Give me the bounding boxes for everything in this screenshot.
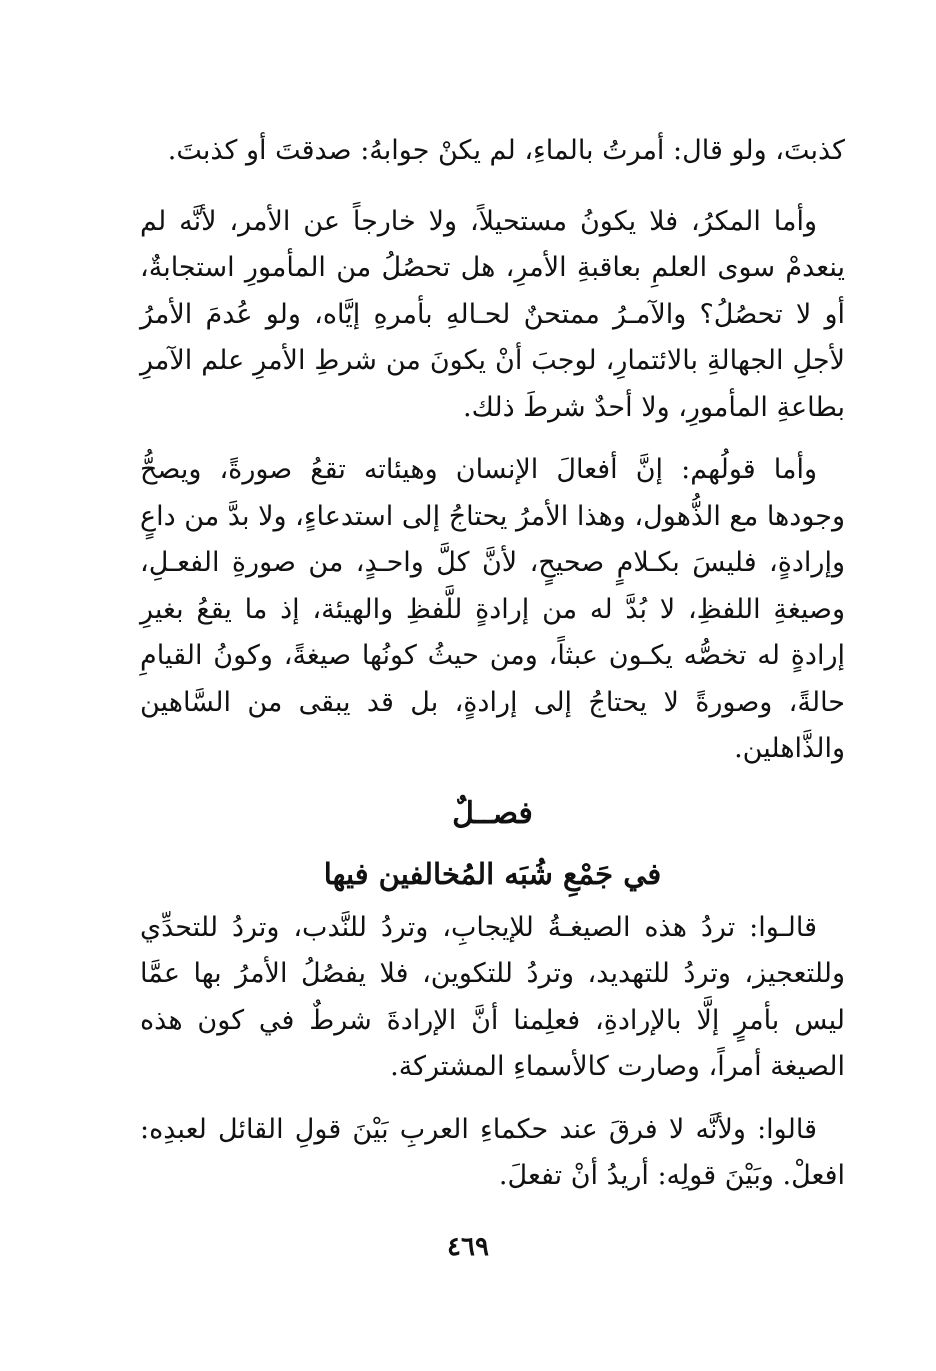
page-body: [140, 128, 845, 1200]
paragraph-makr: وأما المكرُ، فلا يكونُ مستحيلاً، ولا خارجاً عن الأمر، لأنَّه لم ينعدمْ سوى العلمِ بعاقبةِ الأمرِ، هل تحصُلُ من المأمورِ استجابةٌ، أو لا تحصُلُ؟ والآمـرُ ممتحنٌ لحـالهِ بأمرهِ إيَّاه، ولو عُدمَ الأمرُ لأجلِ الجهالةِ بالائتمارِ، لوجبَ أنْ يكونَ من شرطِ الأمرِ علم الآمرِ بطاعةِ المأمورِ، ولا أحدٌ شرطَ ذلك.: [140, 205, 845, 423]
section-title: فصــلٌ: [452, 795, 533, 831]
section-subtitle: في جَمْعِ شُبَه المُخالفين فيها: [323, 856, 662, 891]
paragraph-afaal: وأما قولُهم: إنَّ أفعالَ الإنسان وهيئاته تقعُ صورةً، ويصحُّ وجودها مع الذُّهول، وهذا الأمرُ يحتاجُ إلى استدعاءٍ، ولا بدَّ من داعٍ وإرادةٍ، فليسَ بكـلامٍ صحيحٍ، لأنَّ كلَّ واحـدٍ، من صورةِ الفعـلِ، وصيغةِ اللفظِ، لا بُدَّ له من إرادةٍ للَّفظِ والهيئة، إذ ما يقعُ بغيرِ إرادةٍ له تخصُّه يكـون عبثاً، ومن حيثُ كونُها صيغةً، وكونُ القيامِ حالةً، وصورةً لا يحتاجُ إلى إرادةٍ، بل قد يبقى من السَّاهين والذَّاهلين.: [140, 454, 845, 764]
paragraph-qalu-1: قالـوا: تردُ هذه الصيغـةُ للإيجابِ، وتردُ للنَّدب، وتردُ للتحدِّي وللتعجيز، وتردُ للتهديد، وتردُ للتكوين، فلا يفصُلُ الأمرُ بها عمَّا ليس بأمرٍ إلَّا بالإرادةِ، فعلِمنا أنَّ الإرادةَ شرطٌ في كون هذه الصيغة أمراً، وصارت كالأسماءِ المشتركة.: [140, 911, 845, 1082]
page-number: ٤٦٩: [447, 1232, 489, 1262]
paragraph-continuation: كذبتَ، ولو قال: أمرتُ بالماءِ، لم يكنْ جوابهُ: صدقتَ أو كذبتَ.: [167, 135, 845, 166]
paragraph-qalu-2: قالوا: ولأنَّه لا فرقَ عند حكماءِ العربِ بَيْنَ قولِ القائل لعبدِه: افعلْ. وبَيْنَ قولِه: أريدُ أنْ تفعلَ.: [140, 1113, 845, 1191]
